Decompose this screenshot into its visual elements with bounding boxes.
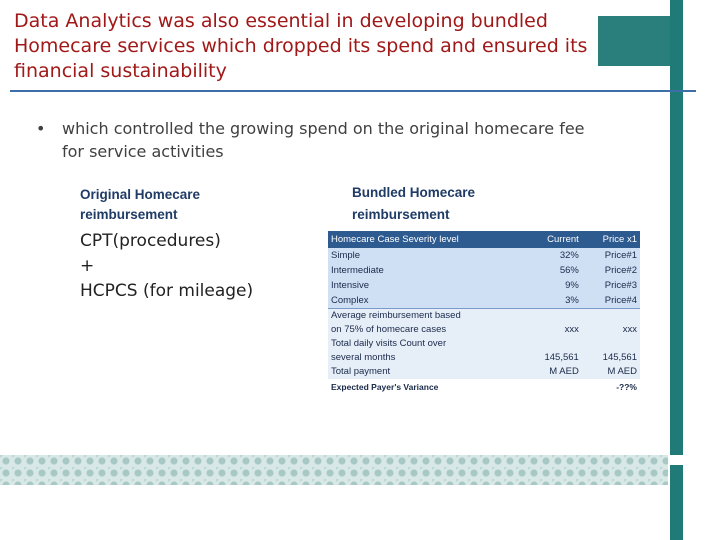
original-heading-line2: reimbursement — [80, 207, 178, 222]
row-label: Complex — [328, 293, 524, 309]
decorative-pattern-band — [0, 455, 668, 485]
table-row — [328, 263, 640, 278]
header-price: Price x1 — [582, 231, 640, 248]
table-row — [328, 323, 640, 337]
row-price: Price#3 — [582, 278, 640, 293]
hcpcs-line: HCPCS (for mileage) — [80, 281, 254, 301]
payment-current: M AED — [524, 365, 582, 379]
avg-price: xxx — [582, 323, 640, 337]
title-divider — [10, 90, 696, 92]
row-current: 9% — [524, 278, 582, 293]
row-price: Price#4 — [582, 293, 640, 309]
payment-label: Total payment — [328, 365, 524, 379]
slide-title: Data Analytics was also essential in developing bundled Homecare services which dropped its spend and ensured its financial sustainability — [14, 10, 588, 82]
original-heading — [80, 185, 200, 225]
table-row — [328, 293, 640, 309]
payment-price: M AED — [582, 365, 640, 379]
avg-current: xxx — [524, 323, 582, 337]
avg-label-line2: on 75% of homecare cases — [328, 323, 524, 337]
table-row — [328, 351, 640, 365]
original-components — [80, 229, 253, 304]
header-severity: Homecare Case Severity level — [328, 231, 524, 248]
table-row — [328, 248, 640, 263]
row-label: Intermediate — [328, 263, 524, 278]
table-row — [328, 337, 640, 351]
right-accent-bar-lower — [670, 465, 683, 540]
row-current: 56% — [524, 263, 582, 278]
table-header-row — [328, 231, 640, 248]
variance-label: Expected Payer's Variance — [331, 381, 439, 392]
row-current: 32% — [524, 248, 582, 263]
bundled-heading-line2: reimbursement — [352, 207, 450, 222]
bullet-text: which controlled the growing spend on the original homecare fee for service activities — [62, 119, 585, 161]
table-row — [328, 278, 640, 293]
bundled-heading — [352, 182, 475, 226]
original-heading-line1: Original Homecare — [80, 187, 201, 202]
visits-label-line2: several months — [328, 351, 524, 365]
table-row — [328, 365, 640, 379]
variance-price: -??% — [616, 381, 637, 392]
avg-label-line1: Average reimbursement based — [328, 309, 524, 324]
right-accent-bar — [670, 0, 683, 455]
bundled-heading-line1: Bundled Homecare — [352, 185, 476, 200]
bullet-point — [36, 117, 604, 163]
row-label: Intensive — [328, 278, 524, 293]
table-row — [328, 309, 640, 324]
row-label: Simple — [328, 248, 524, 263]
bullet-symbol: • — [36, 119, 46, 138]
visits-current: 145,561 — [524, 351, 582, 365]
row-price: Price#1 — [582, 248, 640, 263]
header-current: Current — [524, 231, 582, 248]
table-row — [328, 379, 640, 394]
row-price: Price#2 — [582, 263, 640, 278]
bundled-table — [328, 231, 640, 394]
visits-price: 145,561 — [582, 351, 640, 365]
visits-label-line1: Total daily visits Count over — [328, 337, 524, 351]
cpt-line: CPT(procedures) — [80, 231, 221, 251]
plus-line: + — [80, 256, 95, 276]
corner-decoration — [598, 16, 670, 66]
row-current: 3% — [524, 293, 582, 309]
